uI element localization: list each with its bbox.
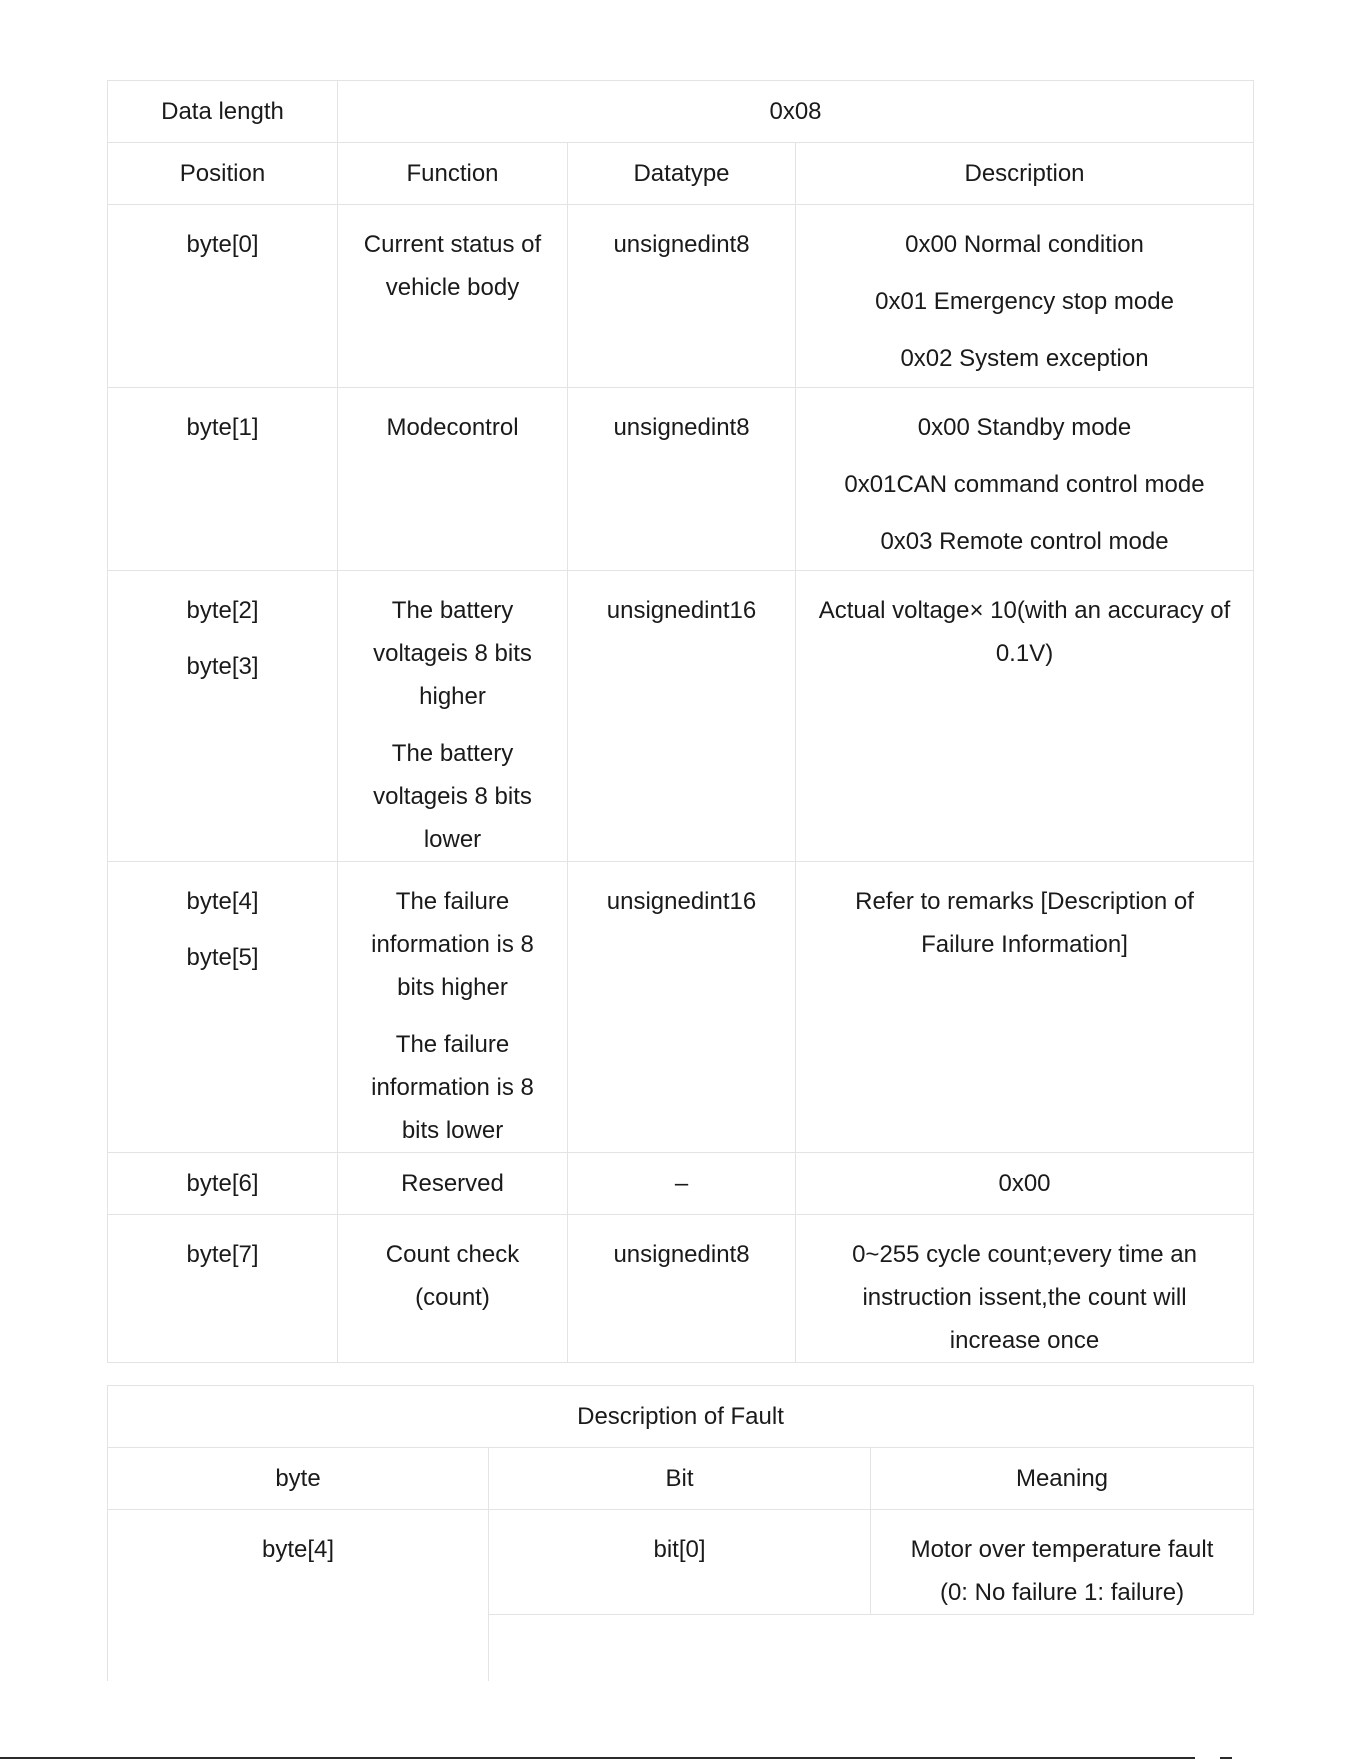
can-message-table (107, 80, 1254, 1363)
page-bottom-rule (0, 1757, 1195, 1759)
table-row (108, 205, 1254, 388)
page-bottom-rule-tail (1220, 1757, 1232, 1759)
function-text: The battery voltageis 8 bits higher (373, 597, 532, 710)
function-cell (338, 571, 568, 862)
function-cell (338, 862, 568, 1153)
datatype-cell: unsignedint8 (568, 388, 796, 571)
description-line: Refer to remarks [Description of Failure Information] (855, 888, 1194, 958)
fault-meaning-cell (871, 1510, 1254, 1615)
position-text: byte[0] (186, 231, 259, 258)
description-cell (796, 1215, 1254, 1363)
function-cell (338, 205, 568, 388)
data-length-row (108, 81, 1254, 143)
position-cell: byte[6] (108, 1153, 338, 1215)
datatype-cell: unsignedint8 (568, 205, 796, 388)
table-row (108, 862, 1254, 1153)
fault-meaning-text: Motor over temperature fault (0: No failure 1: failure) (910, 1536, 1214, 1606)
empty-cell (489, 1615, 871, 1681)
description-line: 0x01CAN command control mode (844, 471, 1205, 498)
position-text: byte[5] (186, 944, 259, 971)
description-line: 0x01 Emergency stop mode (875, 288, 1174, 315)
function-text: Modecontrol (386, 414, 519, 441)
position-cell (108, 388, 338, 571)
description-line: 0x03 Remote control mode (880, 528, 1169, 555)
description-line: 0x00 Normal condition (905, 231, 1144, 258)
description-line: Actual voltage× 10(with an accuracy of 0.1V) (818, 597, 1231, 667)
datatype-cell: unsignedint16 (568, 862, 796, 1153)
fault-table-title: Description of Fault (108, 1386, 1254, 1448)
function-cell (338, 388, 568, 571)
data-length-label: Data length (108, 81, 338, 143)
fault-title-row (108, 1386, 1254, 1448)
empty-cell (871, 1615, 1254, 1681)
description-cell: 0x00 (796, 1153, 1254, 1215)
position-text: byte[2] (186, 597, 259, 624)
position-cell (108, 862, 338, 1153)
position-text: byte[3] (186, 653, 259, 680)
header-position: Position (108, 143, 338, 205)
header-description: Description (796, 143, 1254, 205)
header-bit: Bit (489, 1448, 871, 1510)
data-length-value: 0x08 (338, 81, 1254, 143)
fault-header-row (108, 1448, 1254, 1510)
description-line: 0~255 cycle count;every time an instruction issent,the count will increase once (852, 1241, 1197, 1354)
position-text: byte[1] (186, 414, 259, 441)
function-cell (338, 1215, 568, 1363)
function-text: Count check (count) (385, 1241, 520, 1311)
header-function: Function (338, 143, 568, 205)
function-text: The failure information is 8 bits higher (371, 888, 534, 1001)
fault-byte-cell: byte[4] (108, 1510, 489, 1681)
description-line: 0x02 System exception (900, 345, 1149, 372)
function-cell: Reserved (338, 1153, 568, 1215)
fault-bit-cell: bit[0] (489, 1510, 871, 1615)
description-cell (796, 388, 1254, 571)
fault-description-table (107, 1385, 1254, 1681)
header-datatype: Datatype (568, 143, 796, 205)
description-line: 0x00 Standby mode (917, 414, 1132, 441)
function-text: The failure information is 8 bits lower (371, 1031, 534, 1144)
position-text: byte[7] (186, 1241, 259, 1268)
position-cell (108, 1215, 338, 1363)
position-cell (108, 205, 338, 388)
table-row (108, 1510, 1254, 1615)
table-row (108, 1215, 1254, 1363)
header-byte: byte (108, 1448, 489, 1510)
table-row (108, 1153, 1254, 1215)
table-row (108, 571, 1254, 862)
function-text: Current status of vehicle body (363, 231, 542, 301)
position-cell (108, 571, 338, 862)
function-text: The battery voltageis 8 bits lower (373, 740, 532, 853)
description-cell (796, 205, 1254, 388)
position-text: byte[4] (186, 888, 259, 915)
datatype-cell: unsignedint16 (568, 571, 796, 862)
header-row (108, 143, 1254, 205)
description-cell (796, 862, 1254, 1153)
description-cell (796, 571, 1254, 862)
table-row (108, 388, 1254, 571)
datatype-cell: unsignedint8 (568, 1215, 796, 1363)
datatype-cell: – (568, 1153, 796, 1215)
header-meaning: Meaning (871, 1448, 1254, 1510)
